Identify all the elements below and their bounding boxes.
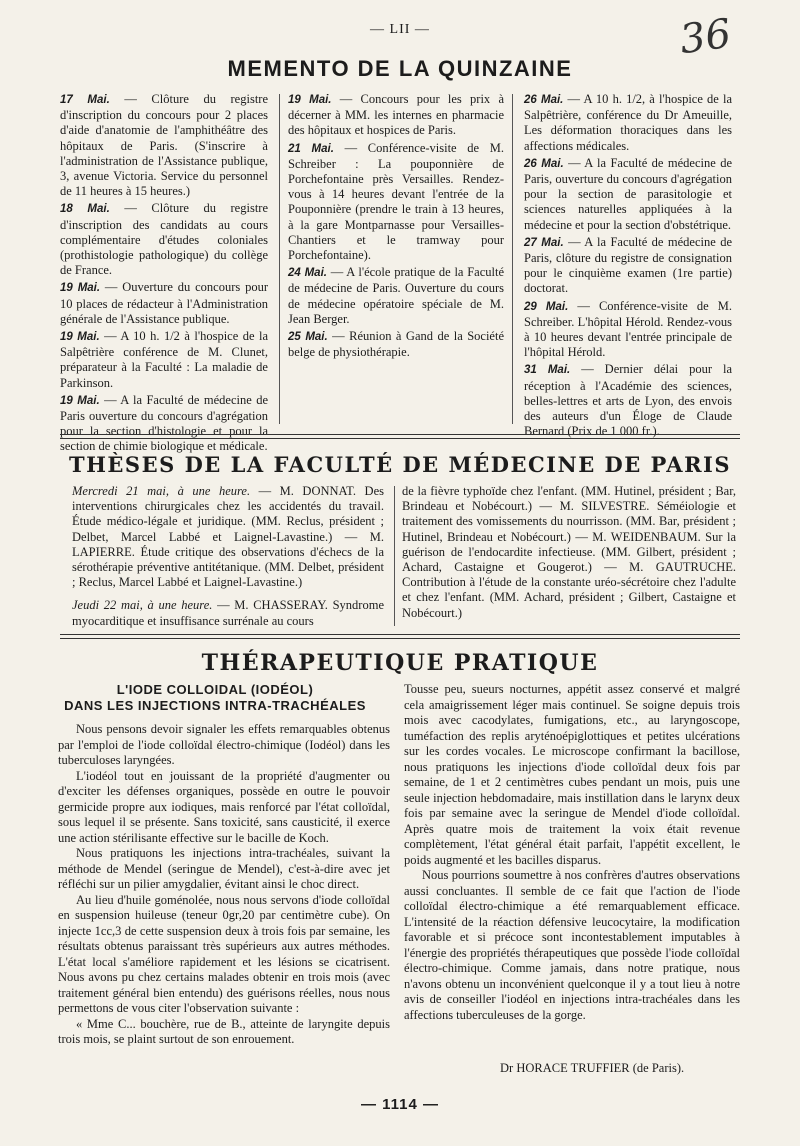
memento-date: 19 Mai. (60, 394, 100, 407)
page-header-roman: — LII — (370, 22, 430, 37)
column-divider (394, 486, 395, 626)
memento-column-3 (512, 92, 732, 439)
article-paragraph: L'iodéol tout en jouissant de la propriété d'augmenter ou d'exciter les défenses organiques, possède en outre le pouvoir germicide propre aux iodiques, mais renforcé par l'état colloïdal, sous lequel il se présente. Sans toxicité, sans causticité, il exerce une action stérilisante effective sur le bacille de Koch. (58, 768, 390, 845)
memento-date: 17 Mai. (60, 94, 110, 106)
memento-entry (524, 362, 732, 439)
page-number: — 1114 — (360, 1096, 440, 1113)
memento-text: — A 10 h. 1/2, à l'hospice de la Salpêtrière, conférence du Dr Ameuille, Les déformation thoraciques dans les affections médicales. (524, 92, 732, 153)
memento-entry (60, 393, 268, 455)
memento-text: — Réunion à Gand de la Société belge de physiothérapie. (288, 329, 504, 360)
memento-columns (60, 92, 732, 454)
memento-date: 24 Mai. (288, 267, 327, 280)
memento-text: — A la Faculté de médecine de Paris, ouverture du concours d'agrégation pour la section de parasitologie et sciences naturelles appliquées à la médecine et pour la section d'obstétrique. (524, 155, 732, 232)
memento-date: 18 Mai. (60, 203, 110, 216)
theses-date: Mercredi 21 mai, à une heure. (72, 484, 251, 498)
memento-date: 19 Mai. (60, 331, 100, 344)
theses-columns (72, 484, 736, 631)
article-subtitle-2: DANS LES INJECTIONS INTRA-TRACHÉALES (64, 698, 366, 713)
memento-text: — Clôture du registre d'inscription des candidats au cours complémentaire d'études coloniales (prothistologie pathologique) du collège de France. (60, 201, 268, 278)
memento-date: 25 Mai. (288, 331, 328, 344)
memento-text: — A la Faculté de médecine de Paris, clôture du registre de consignation pour le cinquième examen (1re partie) doctorat. (524, 234, 732, 296)
theses-entry: — M. DONNAT. Des interventions chirurgicales chez les accidentés du travail. Étude médico-légale et juridique. (MM. Reclus, président ; Delbet, Marcel Labbé et Laignel-Lavastine.) — M. LAPIERRE. Étude critique des observations d'échecs de la sérothérapie préventive antitétanique. (MM. Delbet, président ; Reclus, Marcel Labbé et Laignel-Lavastine.) (72, 484, 384, 590)
theses-entry: — M. CHASSERAY. Syndrome myocarditique et insuffisance surrénale au cours (72, 598, 384, 628)
memento-column-1 (60, 92, 276, 454)
memento-date: 21 Mai. (288, 142, 334, 155)
memento-text: — Concours pour les prix à décerner à MM. les internes en pharmacie des hôpitaux et hospices de Paris. (288, 92, 504, 138)
memento-entry (524, 156, 732, 233)
article-paragraph: Nous pratiquons les injections intra-trachéales, suivant la méthode de Mendel (seringue de Mendel), c'est-à-dire avec jet réfléchi sur un pilier amygdalier, évitant ainsi le choc direct. (58, 846, 390, 891)
memento-entry (288, 92, 504, 139)
memento-entry (524, 299, 732, 361)
article-signature: Dr HORACE TRUFFIER (de Paris). (500, 1061, 685, 1075)
memento-entry (60, 280, 268, 327)
section-rule (60, 434, 740, 439)
theses-date: Jeudi 22 mai, à une heure. (72, 598, 213, 613)
memento-text: — A l'école pratique de la Faculté de médecine de Paris. Ouverture du cours de médecine opératoire spéciale de M. Jean Berger. (288, 265, 504, 326)
article-paragraph: « Mme C... bouchère, rue de B., atteinte de laryngite depuis trois mois, se plaint surtout de son enrouement. (58, 1016, 390, 1046)
memento-date: 19 Mai. (60, 282, 101, 295)
memento-entry (288, 329, 504, 360)
memento-entry (288, 265, 504, 327)
memento-text: — Ouverture du concours pour 10 places de rédacteur à l'Administration générale de l'Assistance publique. (60, 280, 268, 326)
memento-entry (524, 235, 732, 297)
memento-date: 31 Mai. (524, 364, 571, 377)
theses-title: THÈSES DE LA FACULTÉ DE MÉDECINE DE PARIS (68, 452, 732, 477)
memento-title: MEMENTO DE LA QUINZAINE (227, 56, 573, 81)
memento-text: — Clôture du registre d'inscription du concours pour 2 places d'aide d'anatomie de l'amphithéâtre des hôpitaux de Paris. (S'inscrire à l'administration de l'Assistance publique, 3, avenue Victoria. Service du personnel de 11 heures à 15 heures.) (60, 92, 268, 199)
memento-text: — A 10 h. 1/2 à l'hospice de la Salpêtrière conférence de M. Clunet, préparateur à la Faculté : La maladie de Parkinson. (60, 329, 268, 390)
memento-date: 27 Mai. (524, 236, 564, 249)
memento-entry (60, 201, 268, 278)
theses-column-1 (72, 484, 392, 631)
memento-entry (524, 92, 732, 154)
article-paragraph: Nous pourrions soumettre à nos confrères d'autres observations aussi concluantes. Il semble de ce fait que l'action de l'iode colloïdal électro-chimique a été remarquablement efficace. L'intensité de la réaction défensive leucocytaire, la modification favorable et si précoce sont incontestablement imputables à l'énergie des propriétés thérapeutiques que possède l'iode colloïdal électro-chimique. Comme jamais, dans notre pratique, nous n'avons obtenu un inconvénient quelconque il y a tout lieu à notre avis de conseiller l'iodéol en injections intra-trachéales dans les affections tuberculeuses de la gorge. (404, 868, 740, 1022)
memento-text: — A la Faculté de médecine de Paris ouverture du concours d'agrégation pour la section d'histologie et pour la section de chimie biologique et médicale. (60, 392, 268, 454)
memento-text: — Dernier délai pour la réception à l'Académie des sciences, belles-lettres et arts de Lyon, des envois des auteurs d'un Éloge de Claude Bernard (Prix de 1 000 fr.). (524, 362, 732, 439)
memento-column-2 (276, 92, 512, 424)
memento-date: 26 Mai. (524, 157, 564, 170)
memento-date: 29 Mai. (524, 300, 569, 313)
section-rule (60, 634, 740, 639)
column-divider (279, 94, 280, 424)
article-column-2 (404, 682, 740, 1023)
theses-column-2 (392, 484, 736, 631)
memento-date: 19 Mai. (288, 94, 332, 106)
article-column-1 (58, 722, 390, 1048)
memento-entry (60, 329, 268, 391)
article-paragraph: Nous pensons devoir signaler les effets remarquables obtenus par l'emploi de l'iode colloïdal électro-chimique (Iodéol) dans les tuberculoses laryngées. (58, 722, 390, 767)
memento-text: — Conférence-visite de M. Schreiber : La pouponnière de Porchefontaine près Versailles. Rendez-vous à 14 heures devant l'entrée de la Pouponnière (prendre le train à 13 heures, à la gare Montparnasse pour Versailles-Chantiers et le tramway pour Porchefontaine). (288, 140, 504, 263)
article-paragraph: Tousse peu, sueurs nocturnes, appétit assez conservé et malgré cela amaigrissement léger mais continuel. Se soigne depuis trois mois avec cacodylates, fumigations, etc., au laryngoscope, tuméfaction des replis aryténoépiglottiques et petites ulcérations sur les cordes vocales. Le microscope confirmant la bacillose, nous pratiquons les injections d'iode colloïdal deux fois par semaine, de 1 et 2 centimètres cubes pendant un mois, puis une seule injection hebdomadaire, mais instillation dans le larynx deux fois par semaine avec la seringue de Mendel d'iode colloïdal. Après quatre mois de traitement la voix était revenue complètement, l'état général était parfait, l'appétit excellent, le poids augmenté et les bacilles disparus. (404, 682, 740, 867)
handwritten-number: 36 (677, 10, 734, 64)
column-divider (512, 94, 513, 424)
memento-entry (60, 92, 268, 199)
article-subtitle-1: L'IODE COLLOIDAL (IODÉOL) (116, 682, 314, 697)
memento-date: 26 Mai. (524, 94, 564, 106)
memento-text: — Conférence-visite de M. Schreiber. L'hôpital Hérold. Rendez-vous à 10 heures devant l'entrée principale de l'hôpital Hérold. (524, 298, 732, 360)
article-paragraph: Au lieu d'huile goménolée, nous nous servons d'iode colloïdal en suspension huileuse (teneur 0gr,20 par centimètre cube). On injecte 1cc,3 de cette suspension deux à trois fois par semaine, les résultats obtenus paraissant très supérieurs aux autres méthodes. L'état local s'améliore rapidement et les lésions se cicatrisent. Nous avons pu chez certains malades obtenir en trois mois (avec traitement général bien entendu) des guérisons réelles, nous nous permettons de vous citer l'observation suivante : (58, 892, 390, 1015)
therapeutique-title: THÉRAPEUTIQUE PRATIQUE (201, 650, 599, 676)
memento-entry (288, 141, 504, 264)
theses-entry: de la fièvre typhoïde chez l'enfant. (MM. Hutinel, président ; Bar, Brindeau et Nobécourt.) — M. SILVESTRE. Séméiologie et traitement des vomissements du nourrisson. (MM. Bar, président ; Hutinel, Brindeau et Nobécourt.) — M. WEIDENBAUM. Sur la guérison de l'endocardite infectieuse. (MM. Gilbert, président ; Achard, Castaigne et Gougerot.) — M. GAUTRUCHE. Contribution à l'étude de la constante uréo-sécrétoire chez l'adulte et chez l'enfant. (MM. Achard, président ; Gilbert, Castaigne et Nobécourt.) (402, 484, 736, 620)
